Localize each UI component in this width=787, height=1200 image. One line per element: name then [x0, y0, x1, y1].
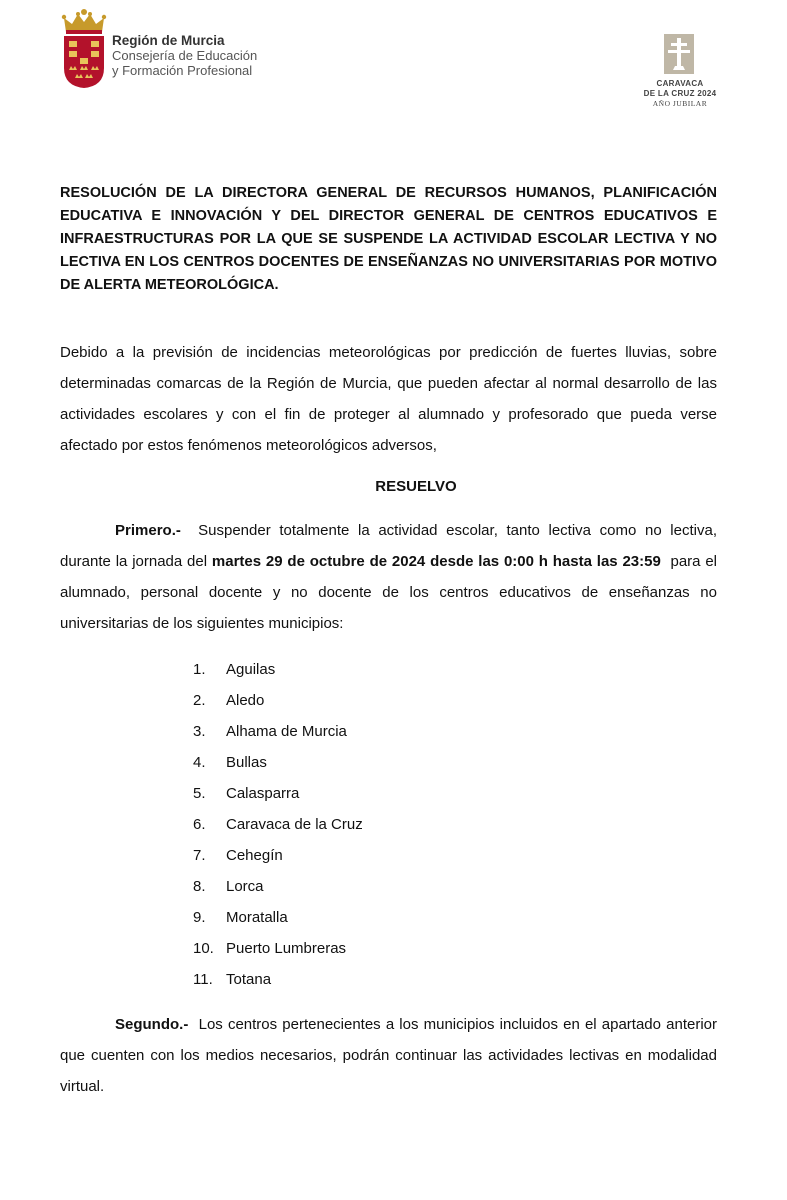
- intro-paragraph: Debido a la previsión de incidencias meteorológicas por predicción de fuertes lluvias, sobre determinadas comarcas de la Región de Murcia, que pueden afectar al normal desarrollo de las actividades escolares y con el fin de proteger al alumnado y profesorado que pueda verse afectado por estos fenómenos meteorológicos adversos,: [60, 344, 717, 454]
- jubilee-line-3: AÑO JUBILAR: [652, 99, 708, 108]
- list-item: [193, 964, 363, 995]
- list-item: [193, 871, 363, 902]
- list-item: [193, 778, 363, 809]
- jubilee-line-2: DE LA CRUZ 2024: [643, 89, 717, 98]
- list-item-name: Alhama de Murcia: [226, 723, 347, 740]
- segundo-label: Segundo.-: [115, 1016, 189, 1033]
- list-item-number: 3.: [193, 723, 206, 740]
- caravaca-cross-logo-icon: [664, 34, 694, 74]
- list-item-name: Calasparra: [226, 785, 300, 802]
- jubilee-line-1: CARAVACA: [656, 79, 704, 88]
- list-item: [193, 747, 363, 778]
- list-item: [193, 809, 363, 840]
- list-item-number: 10.: [193, 940, 214, 957]
- list-item-number: 7.: [193, 847, 206, 864]
- list-item-number: 9.: [193, 909, 206, 926]
- list-item-name: Aledo: [226, 692, 265, 709]
- list-item-name: Caravaca de la Cruz: [226, 816, 363, 833]
- list-item: [193, 902, 363, 933]
- list-item: [193, 654, 363, 685]
- list-item-number: 11.: [193, 971, 213, 988]
- list-item-number: 8.: [193, 878, 206, 895]
- primero-paragraph: [60, 515, 717, 639]
- list-item-number: 4.: [193, 754, 206, 771]
- primero-text-2: para el alumnado, personal docente y no docente de los centros educativos de enseñanzas no universitarias de los siguientes municipios:: [60, 553, 718, 632]
- region-murcia-coat-of-arms-icon: [58, 6, 110, 90]
- list-item-name: Totana: [226, 971, 272, 988]
- list-item-number: 5.: [193, 785, 206, 802]
- list-item-name: Moratalla: [226, 909, 288, 926]
- resuelvo-heading: RESUELVO: [375, 478, 457, 495]
- primero-date-range: martes 29 de octubre de 2024 desde las 0:00 h hasta las 23:59: [211, 553, 661, 570]
- list-item-name: Bullas: [226, 754, 267, 771]
- jubilee-caption: [630, 79, 730, 109]
- org-department-line-2: y Formación Profesional: [112, 63, 253, 78]
- list-item: [193, 685, 363, 716]
- municipalities-list: [193, 654, 363, 995]
- list-item-number: 6.: [193, 816, 206, 833]
- list-item: [193, 840, 363, 871]
- list-item-name: Puerto Lumbreras: [226, 940, 347, 957]
- resolution-title: RESOLUCIÓN DE LA DIRECTORA GENERAL DE RECURSOS HUMANOS, PLANIFICACIÓN EDUCATIVA E INNOVACIÓN Y DEL DIRECTOR GENERAL DE CENTROS EDUCATIVOS E INFRAESTRUCTURAS POR LA QUE SE SUSPENDE LA ACTIVIDAD ESCOLAR LECTIVA Y NO LECTIVA EN LOS CENTROS DOCENTES DE ENSEÑANZAS NO UNIVERSITARIAS POR MOTIVO DE ALERTA METEOROLÓGICA.: [60, 185, 717, 293]
- segundo-text: Los centros pertenecientes a los municipios incluidos en el apartado anterior que cuenten con los medios necesarios, podrán continuar las actividades lectivas en modalidad virtual.: [60, 1016, 717, 1095]
- list-item-name: Cehegín: [226, 847, 283, 864]
- list-item: [193, 716, 363, 747]
- list-item: [193, 933, 363, 964]
- org-department-line-1: Consejería de Educación: [112, 48, 258, 63]
- list-item-name: Aguilas: [226, 661, 276, 678]
- list-item-number: 2.: [193, 692, 206, 709]
- primero-text-1: Suspender totalmente la actividad escolar, tanto lectiva como no lectiva, durante la jornada del: [60, 522, 717, 570]
- org-name: Región de Murcia: [112, 33, 225, 48]
- segundo-paragraph: [60, 1009, 717, 1102]
- list-item-name: Lorca: [226, 878, 264, 895]
- organization-name: [112, 33, 257, 78]
- list-item-number: 1.: [193, 661, 206, 678]
- primero-label: Primero.-: [115, 522, 181, 539]
